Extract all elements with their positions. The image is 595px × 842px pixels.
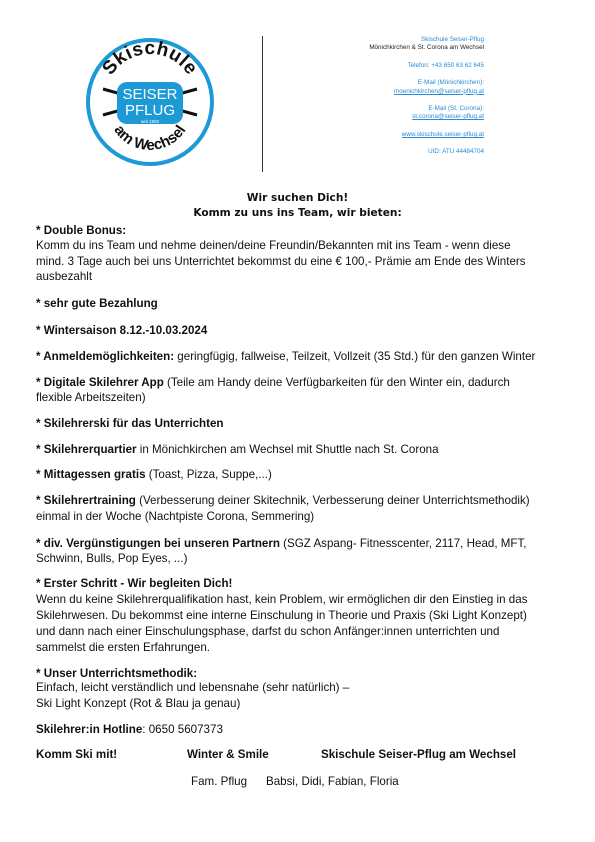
- quarters-text: in Mönichkirchen am Wechsel mit Shuttle nach St. Corona: [136, 443, 439, 456]
- ski-item: * Skilehrerski für das Unterrichten: [36, 417, 224, 430]
- contact-locations: Mönichkirchen & St. Corona am Wechsel: [369, 44, 484, 52]
- register-item: [36, 350, 556, 365]
- partners-title: * div. Vergünstigungen bei unseren Partnern: [36, 537, 280, 550]
- lunch-text: (Toast, Pizza, Suppe,...): [145, 468, 272, 481]
- partners-item: [36, 537, 556, 552]
- season-item: * Wintersaison 8.12.-10.03.2024: [36, 324, 208, 337]
- logo-seiser-text: SEISER: [122, 86, 178, 103]
- header-divider: [262, 36, 263, 172]
- training-title: * Skilehrertraining: [36, 494, 136, 507]
- quarters-title: * Skilehrerquartier: [36, 443, 137, 456]
- lunch-item: [36, 468, 556, 483]
- contact-phone: Telefon: +43 650 63 62 645: [407, 61, 484, 69]
- partners-text-1: (SGZ Aspang- Fitnesscenter, 2117, Head, MFT,: [279, 537, 527, 550]
- logo-top-text: Skischule: [98, 37, 202, 80]
- bonus-text-1: Komm du ins Team und nehme deinen/deine Freundin/Bekannten mit ins Team - wenn diese: [36, 239, 511, 252]
- contact-email2-label: E-Mail (St. Corona):: [428, 105, 484, 113]
- register-text: geringfügig, fallweise, Teilzeit, Vollzeit (35 Std.) für den ganzen Winter: [174, 350, 536, 363]
- first-step-text-2: Skilehrwesen. Du bekommst eine interne Einschulung in Theorie und Praxis (Ski Light Konzept): [36, 609, 527, 622]
- training-text-2: einmal in der Woche (Nachtpiste Corona, Semmering): [36, 510, 315, 523]
- footer-names: Babsi, Didi, Fabian, Floria: [266, 775, 399, 788]
- contact-web-link[interactable]: www.skischule.seiser-pflug.at: [401, 130, 484, 138]
- first-step-title: * Erster Schritt - Wir begleiten Dich!: [36, 577, 233, 590]
- footer-left: Komm Ski mit!: [36, 748, 118, 761]
- app-text-2: flexible Arbeitszeiten): [36, 391, 146, 404]
- logo-pflug-text: PFLUG: [124, 102, 176, 119]
- contact-email1-label: E-Mail (Mönichkirchen):: [417, 79, 484, 87]
- contact-email2-link[interactable]: st.corona@seiser-pflug.at: [412, 113, 484, 121]
- lunch-title: * Mittagessen gratis: [36, 468, 146, 481]
- contact-block: [369, 36, 484, 157]
- first-step-text-4: sammelst die ersten Erfahrungen.: [36, 641, 210, 654]
- contact-email1-link[interactable]: moenichkirchen@seiser-pflug.at: [393, 87, 484, 95]
- training-item: [36, 494, 556, 509]
- first-step-text-3: und dann nach einer Einschulungsphase, darfst du schon Anfänger:innen unterrichten und: [36, 625, 500, 638]
- svg-text:Skischule: [98, 38, 201, 79]
- first-step-text-1: Wenn du keine Skilehrerqualifikation hast, kein Problem, wir ermöglichen dir den Einstieg in das: [36, 593, 528, 606]
- hotline: [36, 723, 556, 738]
- logo-bottom-text: am Wechsel: [110, 121, 190, 155]
- headline-line2: Komm zu uns ins Team, wir bieten:: [193, 207, 402, 219]
- bonus-text-3: ausbezahlt: [36, 270, 93, 283]
- ski-school-logo: [85, 37, 215, 167]
- svg-text:am Wechsel: [111, 122, 190, 155]
- method-text-1: Einfach, leicht verständlich und lebensnahe (sehr natürlich) –: [36, 681, 350, 694]
- footer-middle: Winter & Smile: [187, 748, 269, 761]
- hotline-label: Skilehrer:in Hotline: [36, 723, 143, 736]
- method-title: * Unser Unterrichtsmethodik:: [36, 667, 198, 680]
- method-text-2: Ski Light Konzept (Rot & Blau ja genau): [36, 697, 241, 710]
- logo-est-text: seit 1950: [140, 119, 160, 124]
- app-text-1: (Teile am Handy deine Verfügbarkeiten für den Winter ein, dadurch: [163, 376, 510, 389]
- footer-family: Fam. Pflug: [191, 775, 248, 788]
- bonus-text-2: mind. 3 Tage auch bei uns Unterrichtet bekommst du eine € 100,- Prämie am Ende des Winters: [36, 255, 526, 268]
- contact-name: Skischule Seiser-Pflug: [421, 36, 484, 43]
- footer-right: Skischule Seiser-Pflug am Wechsel: [321, 748, 517, 761]
- contact-uid: UID: ATU 44484704: [428, 148, 484, 156]
- bonus-title: * Double Bonus:: [36, 224, 127, 237]
- app-item: [36, 376, 556, 391]
- partners-text-2: Schwinn, Bulls, Pop Eyes, ...): [36, 552, 188, 565]
- training-text-1: (Verbesserung deiner Skitechnik, Verbesserung deiner Unterrichtsmethodik): [135, 494, 530, 507]
- pay-item: * sehr gute Bezahlung: [36, 297, 158, 310]
- app-title: * Digitale Skilehrer App: [36, 376, 164, 389]
- headline-line1: Wir suchen Dich!: [246, 192, 349, 204]
- quarters-item: [36, 443, 556, 458]
- hotline-number[interactable]: : 0650 5607373: [142, 723, 223, 736]
- register-title: * Anmeldemöglichkeiten:: [36, 350, 175, 363]
